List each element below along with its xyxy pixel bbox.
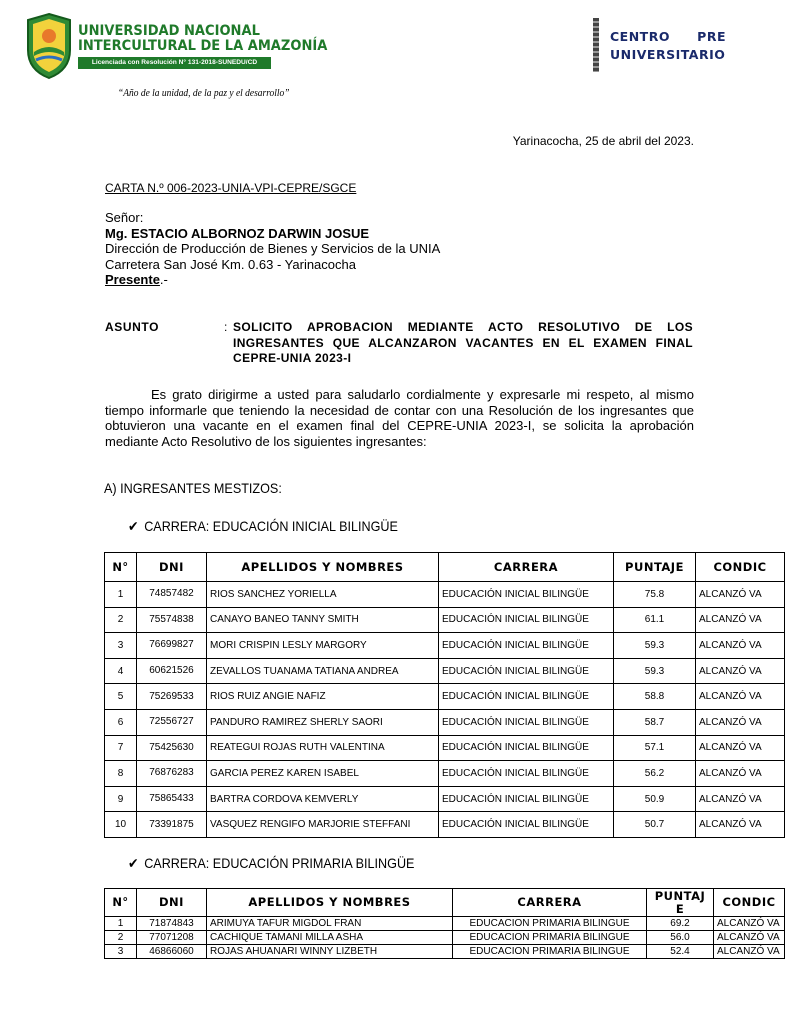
- cell-score: 69.2: [647, 917, 714, 931]
- cell-condition: ALCANZÓ VA: [696, 684, 785, 710]
- col-header-dni: DNI: [137, 889, 207, 917]
- cell-career: EDUCACIÓN INICIAL BILINGÜE: [439, 709, 614, 735]
- col-header-dni: DNI: [137, 553, 207, 582]
- col-header-n: N°: [105, 553, 137, 582]
- table-row: [105, 945, 785, 959]
- table-row: [105, 931, 785, 945]
- cell-score: 52.4: [647, 945, 714, 959]
- cell-condition: ALCANZÓ VA: [696, 812, 785, 838]
- cell-number: 5: [105, 684, 137, 710]
- cell-career: EDUCACIÓN INICIAL BILINGÜE: [439, 812, 614, 838]
- cell-career: EDUCACIÓN INICIAL BILINGÜE: [439, 658, 614, 684]
- col-header-n: N°: [105, 889, 137, 917]
- table-row: [105, 582, 785, 608]
- cell-condition: ALCANZÓ VA: [696, 658, 785, 684]
- cell-number: 9: [105, 786, 137, 812]
- table-row: [105, 917, 785, 931]
- cell-dni: 46866060: [137, 945, 207, 959]
- recipient-block: [105, 210, 705, 288]
- col-header-condition: CONDIC: [696, 553, 785, 582]
- table-primaria: [104, 888, 785, 959]
- table-row: [105, 812, 785, 838]
- table-row: [105, 607, 785, 633]
- center-word-3: UNIVERSITARIO: [610, 47, 726, 62]
- cell-name: CANAYO BANEO TANNY SMITH: [207, 607, 439, 633]
- cell-name: RIOS SANCHEZ YORIELLA: [207, 582, 439, 608]
- center-logo-bar: [593, 18, 599, 72]
- center-name: [610, 28, 726, 64]
- table-row: [105, 658, 785, 684]
- recipient-office: Dirección de Producción de Bienes y Servicios de la UNIA: [105, 241, 441, 256]
- check-icon: ✔: [128, 856, 139, 872]
- table-row: [105, 786, 785, 812]
- table-row: [105, 633, 785, 659]
- cell-career: EDUCACION PRIMARIA BILINGUE: [453, 931, 647, 945]
- cell-dni: 73391875: [137, 812, 207, 838]
- cell-number: 3: [105, 945, 137, 959]
- career-title-1: CARRERA: EDUCACIÓN INICIAL BILINGÜE: [144, 518, 398, 534]
- cell-name: ZEVALLOS TUANAMA TATIANA ANDREA: [207, 658, 439, 684]
- university-logo: [24, 12, 74, 80]
- cell-dni: 75574838: [137, 607, 207, 633]
- cell-career: EDUCACIÓN INICIAL BILINGÜE: [439, 582, 614, 608]
- cell-dni: 75865433: [137, 786, 207, 812]
- cell-condition: ALCANZÓ VA: [714, 945, 785, 959]
- subject-text: SOLICITO APROBACION MEDIANTE ACTO RESOLUTIVO DE LOS INGRESANTES QUE ALCANZARON VACANTES EN EL EXAMEN FINAL CEPRE-UNIA 2023-I: [233, 320, 693, 365]
- cell-dni: 71874843: [137, 917, 207, 931]
- table-row: [105, 684, 785, 710]
- cell-condition: ALCANZÓ VA: [696, 582, 785, 608]
- col-header-career: CARRERA: [439, 553, 614, 582]
- cell-number: 2: [105, 607, 137, 633]
- table-header-row: [105, 553, 785, 582]
- cell-condition: ALCANZÓ VA: [696, 761, 785, 787]
- col-header-name: APELLIDOS Y NOMBRES: [207, 889, 453, 917]
- cell-number: 1: [105, 917, 137, 931]
- cell-condition: ALCANZÓ VA: [696, 607, 785, 633]
- col-header-career: CARRERA: [453, 889, 647, 917]
- cell-career: EDUCACIÓN INICIAL BILINGÜE: [439, 761, 614, 787]
- cell-name: PANDURO RAMIREZ SHERLY SAORI: [207, 709, 439, 735]
- university-name-line2: INTERCULTURAL DE LA AMAZONÍA: [78, 38, 328, 54]
- cell-score: 50.9: [614, 786, 696, 812]
- university-name-line1: UNIVERSIDAD NACIONAL: [78, 23, 260, 39]
- cell-name: GARCIA PEREZ KAREN ISABEL: [207, 761, 439, 787]
- cell-dni: 76876283: [137, 761, 207, 787]
- col-header-score: PUNTAJE: [614, 553, 696, 582]
- col-header-score: PUNTAJE: [647, 889, 714, 917]
- cell-score: 58.8: [614, 684, 696, 710]
- col-header-name: APELLIDOS Y NOMBRES: [207, 553, 439, 582]
- cell-score: 59.3: [614, 633, 696, 659]
- career-heading-2: [128, 855, 414, 872]
- cell-condition: ALCANZÓ VA: [696, 735, 785, 761]
- letter-reference: CARTA N.º 006-2023-UNIA-VPI-CEPRE/SGCE: [105, 181, 357, 195]
- cell-number: 4: [105, 658, 137, 684]
- cell-score: 75.8: [614, 582, 696, 608]
- table-row: [105, 709, 785, 735]
- cell-career: EDUCACION PRIMARIA BILINGUE: [453, 945, 647, 959]
- cell-name: CACHIQUE TAMANI MILLA ASHA: [207, 931, 453, 945]
- cell-dni: 76699827: [137, 633, 207, 659]
- cell-career: EDUCACION PRIMARIA BILINGUE: [453, 917, 647, 931]
- cell-name: ARIMUYA TAFUR MIGDOL FRAN: [207, 917, 453, 931]
- cell-number: 8: [105, 761, 137, 787]
- cell-number: 1: [105, 582, 137, 608]
- recipient-address: Carretera San José Km. 0.63 - Yarinacocha: [105, 256, 356, 272]
- presente-suffix: .-: [159, 272, 168, 287]
- cell-score: 58.7: [614, 709, 696, 735]
- cell-condition: ALCANZÓ VA: [714, 917, 785, 931]
- cell-score: 61.1: [614, 607, 696, 633]
- cell-career: EDUCACIÓN INICIAL BILINGÜE: [439, 607, 614, 633]
- cell-score: 56.0: [647, 931, 714, 945]
- table-header-row: [105, 889, 785, 917]
- salutation: Señor:: [105, 210, 144, 225]
- career-title-2: CARRERA: EDUCACIÓN PRIMARIA BILINGÜE: [144, 855, 415, 871]
- section-title: A) INGRESANTES MESTIZOS:: [104, 480, 282, 496]
- cell-name: RIOS RUIZ ANGIE NAFIZ: [207, 684, 439, 710]
- presente: Presente: [105, 272, 160, 287]
- cell-dni: 75269533: [137, 684, 207, 710]
- table-row: [105, 761, 785, 787]
- check-icon: ✔: [128, 519, 139, 535]
- cell-score: 57.1: [614, 735, 696, 761]
- subject-label: ASUNTO: [105, 320, 160, 334]
- cell-condition: ALCANZÓ VA: [696, 709, 785, 735]
- cell-dni: 75425630: [137, 735, 207, 761]
- cell-career: EDUCACIÓN INICIAL BILINGÜE: [439, 684, 614, 710]
- cell-condition: ALCANZÓ VA: [696, 633, 785, 659]
- recipient-name: Mg. ESTACIO ALBORNOZ DARWIN JOSUE: [105, 225, 370, 241]
- cell-dni: 77071208: [137, 931, 207, 945]
- university-name: [78, 24, 327, 54]
- cell-dni: 72556727: [137, 709, 207, 735]
- license-band: Licenciada con Resolución N° 131-2018-SUNEDU/CD: [78, 57, 271, 69]
- cell-score: 59.3: [614, 658, 696, 684]
- center-word-2: PRE: [697, 29, 726, 44]
- cell-score: 56.2: [614, 761, 696, 787]
- cell-name: ROJAS AHUANARI WINNY LIZBETH: [207, 945, 453, 959]
- cell-name: VASQUEZ RENGIFO MARJORIE STEFFANI: [207, 812, 439, 838]
- cell-number: 7: [105, 735, 137, 761]
- intro-paragraph: Es grato dirigirme a usted para saludarlo cordialmente y expresarle mi respeto, al mismo tiempo informarle que teniendo la necesidad de contar con una Resolución de los ingresantes que obtuvieron una vacante en el examen final del CEPRE-UNIA 2023-I, se solicita la aprobación mediante Acto Resolutivo de los siguientes ingresantes:: [105, 387, 694, 449]
- cell-dni: 74857482: [137, 582, 207, 608]
- cell-number: 6: [105, 709, 137, 735]
- col-header-condition: CONDIC: [714, 889, 785, 917]
- year-motto: “Año de la unidad, de la paz y el desarrollo”: [118, 87, 290, 99]
- cell-condition: ALCANZÓ VA: [696, 786, 785, 812]
- cell-name: MORI CRISPIN LESLY MARGORY: [207, 633, 439, 659]
- cell-number: 3: [105, 633, 137, 659]
- cell-name: REATEGUI ROJAS RUTH VALENTINA: [207, 735, 439, 761]
- cell-condition: ALCANZÓ VA: [714, 931, 785, 945]
- subject-colon: :: [224, 320, 228, 334]
- cell-career: EDUCACIÓN INICIAL BILINGÜE: [439, 786, 614, 812]
- table-row: [105, 735, 785, 761]
- center-word-1: CENTRO: [610, 29, 670, 44]
- cell-name: BARTRA CORDOVA KEMVERLY: [207, 786, 439, 812]
- cell-career: EDUCACIÓN INICIAL BILINGÜE: [439, 633, 614, 659]
- cell-number: 10: [105, 812, 137, 838]
- cell-career: EDUCACIÓN INICIAL BILINGÜE: [439, 735, 614, 761]
- cell-dni: 60621526: [137, 658, 207, 684]
- cell-number: 2: [105, 931, 137, 945]
- letter-date: Yarinacocha, 25 de abril del 2023.: [512, 134, 694, 148]
- table-inicial: [104, 552, 785, 838]
- career-heading-1: [128, 518, 398, 535]
- cell-score: 50.7: [614, 812, 696, 838]
- presente-line: [105, 272, 705, 288]
